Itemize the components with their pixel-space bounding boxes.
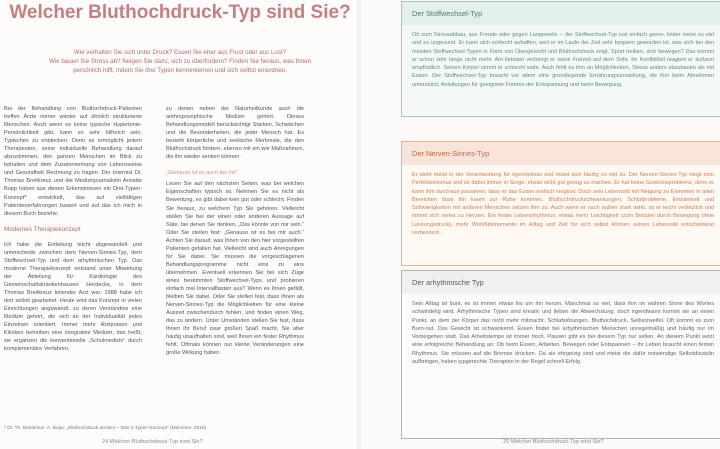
right-page [360,0,720,449]
footnote: * Dr. Th. Breitkreuz, A. Bopp: „Bluthochdruck senken – Das 3-Typen-Konzept“ (München, 2018) [4,426,207,431]
type-box-paragraph: Er steht meist in der Verantwortung für irgendetwas und mutet sich häufig zu viel zu. Der Nerven-Sinnes-Typ neigt zum Perfektionismus und ist dabei immer in Sorge, etwas nicht gut genug zu machen. Er hat keine Gewichtsprobleme, denn er kann ihm durchaus passieren, dass er das Essen einfach vergisst. Doch sein Lebensstil mit Neigung zu Extremen in allen Bereichen lässt ihn kaum zur Ruhe kommen. Bluthochdruckschwankungen, Schlafprobleme, Einsamkeit und Schwierigkeiten mit anderen Menschen setzen ihm zu. Auch wenn er nach außen stark wirkt, ist er leicht verletzlich und nimmt sich vieles zu Herzen. Ein fester Lebensrhythmus, etwas mehr Leichtigkeit (zum Beispiel durch Bewegung ohne Leistungsdruck), mehr Wohlfühlmomente im Alltag und Zeit für sich selbst können seinen Lebensstil entscheidend verbessern. [412,172,714,236]
page-number-right: 25 Welcher Bluthochdruck-Typ sind Sie? [503,439,604,445]
paragraph: Bei der Behandlung von Bluthochdruck-Patienten treffen Ärzte immer wieder auf ähnlich strukturierte Menschen. Auch wenn es keine typische Hypertonie-Persönlichkeit gibt, kann es sehr hilfreich sein, Typisches zu entdecken. Denn es ermöglicht jedem Therapeuten, seine individuelle Behandlung darauf abzustimmen, den ganzen Menschen im Blick zu behalten und dem Zusammenhang von Lebensweise und Gesundheit Rechnung zu tragen. Der Internist Dr. Thomas Breitkreuz und die Medizinjournalistin Annette Bopp haben aus diesen Erkenntnissen ein Drei-Typen-Konzept* entwickelt, das auf vielfältigen Patientenerfahrungen basiert und auf das ich mich in diesem Buch beziehe. [4,106,142,217]
body-column-1 [4,105,142,361]
paragraph: Ich habe die Einteilung leicht abgewandelt und unterscheide zwischen dem Nerven-Sinnes-Typ, dem Stoffwechsel-Typ und dem arhythmischen Typ. Das moderne Therapiekonzept entstand unter Mitwirkung der Abteilung für Kardiologie des Gemeinschaftskrankenhauses Herdecke, in dem Thomas Breitkreuz leitender Arzt war. 1988 habe ich dort selbst gearbeitet. Heute wird das Konzept in vielen Einrichtungen angewandt, zu deren Verständnis eine Medizin gehört, die sich an der Individualität jedes Einzelnen orientiert. Immer mehr Arztpraxen und Kliniken betreiben eine integrative Medizin, das heißt, sie ergänzen die konventionelle „Schulmedizin“ durch komplementäre Verfahren, [4,241,142,353]
type-box-heading: Der arhythmische Typ [402,271,720,294]
intro-line-1: Wie verhalten Sie sich unter Druck? Essen Sie eher aus Frust oder aus Lust? [73,49,287,56]
type-box-stoffwechsel [401,1,720,117]
type-box-paragraph: Sein Alltag ist bunt, es ist immer etwas los um ihn herum. Manchmal so viel, dass ihm im wahren Sinne des Wortes schwindelig wird. Arhythmische Typen sind kreativ und lieben die Abwechslung, doch irgendwann kommt sie an einen Punkt, an dem der Körper das nicht mehr mitmacht. Schlafstörungen, Bluthochdruck, Selbstzweifel. Oft kommt es zum Burn-out. Das Gewicht ist schwankend. Essen findet bei arhythmischen Menschen unregelmäßig und häufig nur im Vorbeigehen statt. Das Arbeitstempo ist immer hoch. Pausen gibt es bei diesem Typ nur selten. An diesem Punkt setzt eine erfolgreiche Behandlung an: Ob beim Essen, Arbeiten, Bewegen oder Entspannen – ihr Leben braucht einen festen Rhythmus. Sie müssen auf die Bremse drücken. Da sie ehrgeizig sind und meist die dafür notwendige Selbstdisziplin aufbringen, haben typgerechte Therapien in der Regel schnell Erfolg. [412,301,714,365]
type-box-paragraph: Ob zum Stressabbau, aus Freude oder gegen Langeweile – der Stoffwechsel-Typ isst einfach gerne, leider meist zu viel und zu ungesund. Er kann sich schlecht aufraffen, weil er im Laufe der Zeit sehr bequem geworden ist, was sich bei den meisten Stoffwechsel-Typen in Form von Übergewicht und Bluthochdruck zeigt. Sport treiben, sich bewegen? Das kommt er schon sehr lange nicht mehr. Am liebsten verbringt er seine Freizeit auf dem Sofa. Im Konfliktfall reagiert er äußerst empfindlich. Seinen Körper nimmt er schlecht wahr. Auch fehlt es ihm an Möglichkeiten, Stress anders abzubauen als mit Essen. Der Stoffwechsel-Typ braucht vor allem eine grundlegende Ernährungsumstellung, die ihm beim Abnehmen unterstützt, Anleitungen für geeignete Formen der Entspannung und mehr Bewegung. [412,32,714,88]
type-box-text [402,165,720,243]
type-box-heading: Der Stoffwechsel-Typ [402,2,720,25]
type-box-text [402,25,720,95]
paragraph: zu denen neben der Naturheilkunde auch die anthroposophische Medizin gehört. Dieses Behandlungsmodell berücksichtigt Stärken, Schwächen und die Besonderheiten, die jeder Mensch hat. Es bezieht körperliche und seelische Merkmale, die den Bluthochdruck fördern, ebenso mit ein wie Maßnahmen, die ihn wieder senken können. [166,106,304,161]
type-box-text [402,294,720,372]
book-gutter [357,0,363,449]
body-column-2 [166,105,304,365]
type-box-nerven-sinnes [401,141,720,266]
intro-line-3: persönlich hilft, indem Sie drei Typen kennenlernen und sich selbst einordnen. [73,66,287,74]
page-number-left: 24 Welcher Bluthochdruck-Typ sind Sie? [102,439,203,445]
intro-text [14,49,346,75]
type-box-arhythmisch [401,270,720,439]
page-title: Welcher Bluthochdruck-Typ sind Sie? [9,2,351,23]
intro-line-2: Wie bauen Sie Stress ab? Neigen Sie dazu, sich zu überfordern? Finden Sie heraus, was Ihnen [48,57,312,65]
paragraph: Lesen Sie auf den nächsten Seiten, was bei welchen Eigenschaften typisch ist. Nehmen Sie es nicht als Bewertung, es gibt dabei kein gut oder schlecht. Finden Sie heraus, zu welchem Typ Sie gehören. Vielleicht stellen Sie bei der einen oder anderen Aussage auf Säte, bei denen Sie denken, „Das könnte von mir sein.“ Oder Sie stellen fest: „Genauso ist es bei mir auch.“ Achten Sie darauf, was Ihnen von den hier vorgestellten Patienten gefallen hat. Vielleicht sind auch Anregungen für Sie dabei. Sie müssen die vorgeschlagenen Behandlungsprogramme nicht eins zu eins übernehmen. Eventuell erkennen Sie bei sich Züge eines bestimmten Stoffwechsel-Typs und probieren einfach mal Intervallfasten aus? Wenn es Ihnen gefällt, bleiben Sie dabei. Oder Sie stellen fest, dass Ihnen als Nerven-Sinnes-Typ die Möglichkeiten für eine kleine Auszeit zwischendurch fehlen, und finden einen Weg, das zu ändern. Unter Umständen stellen Sie fest, dass Ihnen Ihr Beruf zwar großen Spaß macht, Sie aber häufig unaufhalten sind, weil Ihnen ein fester Rhythmus fehlt. Oftmals können nur kleine Veränderungen eine große Wirkung haben. [166,181,304,357]
pull-quote: „Genauso ist es auch bei mir“ [166,170,238,177]
section-heading: Modernes Therapiekonzept [4,225,81,233]
type-box-heading: Der Nerven-Sinnes-Typ [402,142,720,165]
